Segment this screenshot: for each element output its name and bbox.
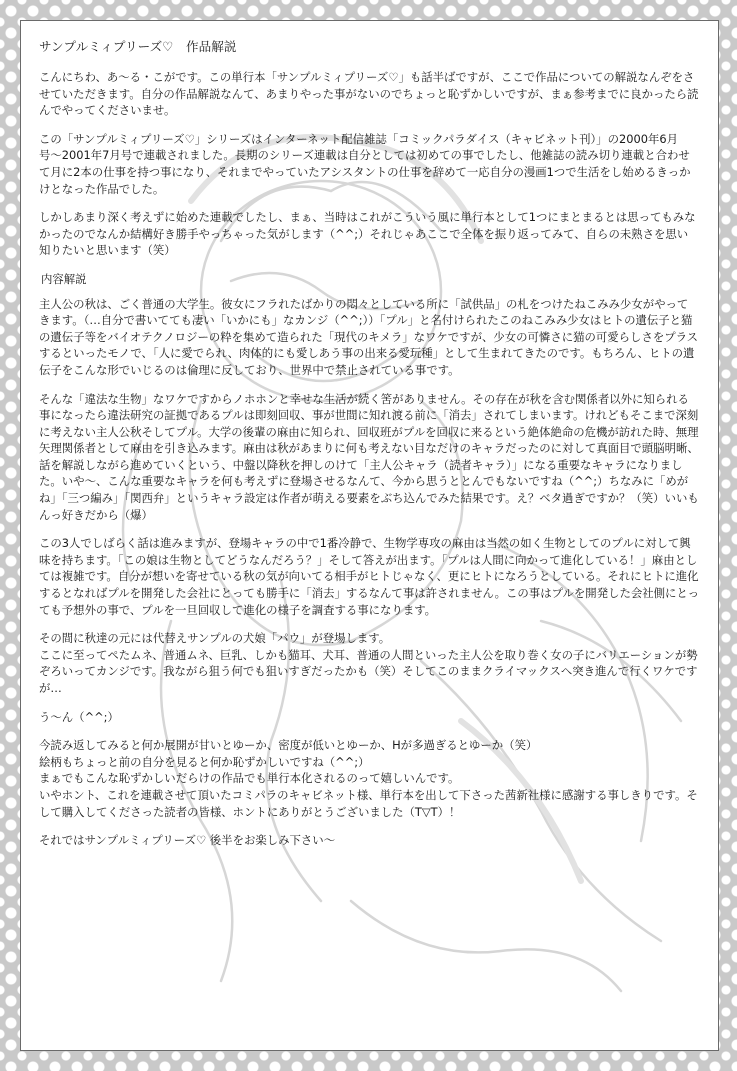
document-text xyxy=(39,37,699,861)
section-title: 内容解説 xyxy=(41,271,87,286)
story-paragraph-4: その間に秋達の元には代替えサンプルの犬娘「パウ」が登場します。 ここに至ってペたムネ、普通ムネ、巨乳、しかも猫耳、犬耳、普通の人間といった主人公を取り巻く女の子にバリエーションが勢ぞろいってカンジです。我ながら狙う何でも狙いすぎだったかも（笑）そしてこのままクライマックスへ突き進んで行くワケですが… xyxy=(39,631,698,695)
story-paragraph-1: 主人公の秋は、ごく普通の大学生。彼女にフラれたばかりの悶々としている所に「試供品」の札をつけたねこみみ少女がやってきます。（…自分で書いてても凄い「いかにも」なカンジ（^^;））「プル」と名付けられたこのねこみみ少女はヒトの遺伝子と猫の遺伝子等をバイオテクノロジーの粋を集めて造られた「現代のキメラ」なワケですが、少女の可憐さに猫の可愛らしさをプラスするといったモノで、「人に愛でられ、肉体的にも愛しあう事の出来る愛玩種」として生まれてきたのです。もちろん、ヒトの遺伝子をこんな形でいじるのは倫理に反しており、世界中で禁止されている事です。 xyxy=(39,296,699,377)
page-title: サンプルミィプリーズ♡ 作品解説 xyxy=(39,39,237,54)
series-paragraph: この「サンプルミィプリーズ♡」シリーズはインターネット配信雑誌「コミックパラダイス（キャビネット刊）」の2000年6月号〜2001年7月号で連載されました。長期のシリーズ連載は自分としては初めての事でしたし、他雑誌の読み切り連載と合わせて月に2本の仕事を持つ事になり、それまでやっていたアシスタントの仕事を辞めて一応自分の漫画1つで生活をし始めるきっかけとなった作品でした。 xyxy=(39,131,691,196)
document-page xyxy=(20,20,719,1051)
intro-paragraph: こんにちわ、あ〜る・こがです。この単行本「サンプルミィプリーズ♡」も話半ばですが、ここで作品についての解説なんぞをさせていただきます。自分の作品解説なんて、あまりやった事がないのでちょっと恥ずかしいですが、まぁ参考までに良かったら読んでやってくださいませ。 xyxy=(39,70,699,118)
story-paragraph-2: そんな「違法な生物」なワケですからノホホンと幸せな生活が続く筈がありません。その存在が秋を含む関係者以外に知られる事になったら違法研究の証拠であるプルは即刻回収、事が世間に知れ渡る前に「消去」されてしまいます。けれどもそこまで深刻に考えない主人公秋そしてプル。大学の後輩の麻由に知られ、回収班がプルを回収に来るという絶体絶命の危機が訪れた時、無理矢理関係者として麻由を引き込みます。麻由は秋があまりに何も考えない目なだけのキャラだったのに対して真面目で頭脳明晰、話を解説しながら進めていくという、中盤以降秋を押しのけて「主人公キャラ（読者キャラ）」になる重要なキャラになりました。いや〜、こんな重要なキャラを何も考えずに登場させるなんて、今から思うととんでもないですね（^^;）ちなみに「めがね」「三つ編み」「関西弁」というキャラ設定は作者が萌える要素をぶち込んでみた結果です。え？ベタ過ぎですか？（笑）いいもんっ好きだから（爆） xyxy=(39,391,699,522)
afterword-paragraph: 今読み返してみると何か展開が甘いとゆーか、密度が低いとゆーか、Hが多過ぎるとゆーか（笑） 絵柄もちょっと前の自分を見ると何か恥ずかしいですね（^^;） まぁでもこんな恥ずかしいだらけの作品でも単行本化されるのって嬉しいんです。 いやホント、これを連載させて頂いたコミパラのキャビネット様、単行本を出して下さった茜新社様に感謝する事しきりです。そして購入してくださった読者の皆様、ホントにありがとうございました（T▽T）！ xyxy=(39,738,698,819)
story-paragraph-3: この3人でしばらく話は進みますが、登場キャラの中で1番冷静で、生物学専攻の麻由は当然の如く生物としてのプルに対して興味を持ちます。「この娘は生物としてどうなんだろう？」そして答えが出ます。「プルは人間に向かって進化している！」麻由としては複雑です。自分が想いを寄せている秋の気が向いてる相手がヒトじゃなく、更にヒトになろうとしている。それにヒトに進化するとなればプルを開発した会社にとっても勝手に「消去」するなんて事は許されません。この事はプルを開発した会社側にとっても予想外の事で、プルを一旦回収して進化の様子を調査する事になります。 xyxy=(39,536,699,617)
hmm-line: う〜ん（^^;） xyxy=(39,709,119,724)
closing-line: それではサンプルミィプリーズ♡ 後半をお楽しみ下さい〜 xyxy=(39,833,336,848)
reflection-paragraph: しかしあまり深く考えずに始めた連載でしたし、まぁ、当時はこれがこういう風に単行本として1つにまとまるとは思ってもみなかったのでなんか結構好き勝手やっちゃった気がします（^^;）それじゃあここで全体を振り返ってみて、自らの未熟さを思い知りたいと思います（笑） xyxy=(39,210,696,258)
